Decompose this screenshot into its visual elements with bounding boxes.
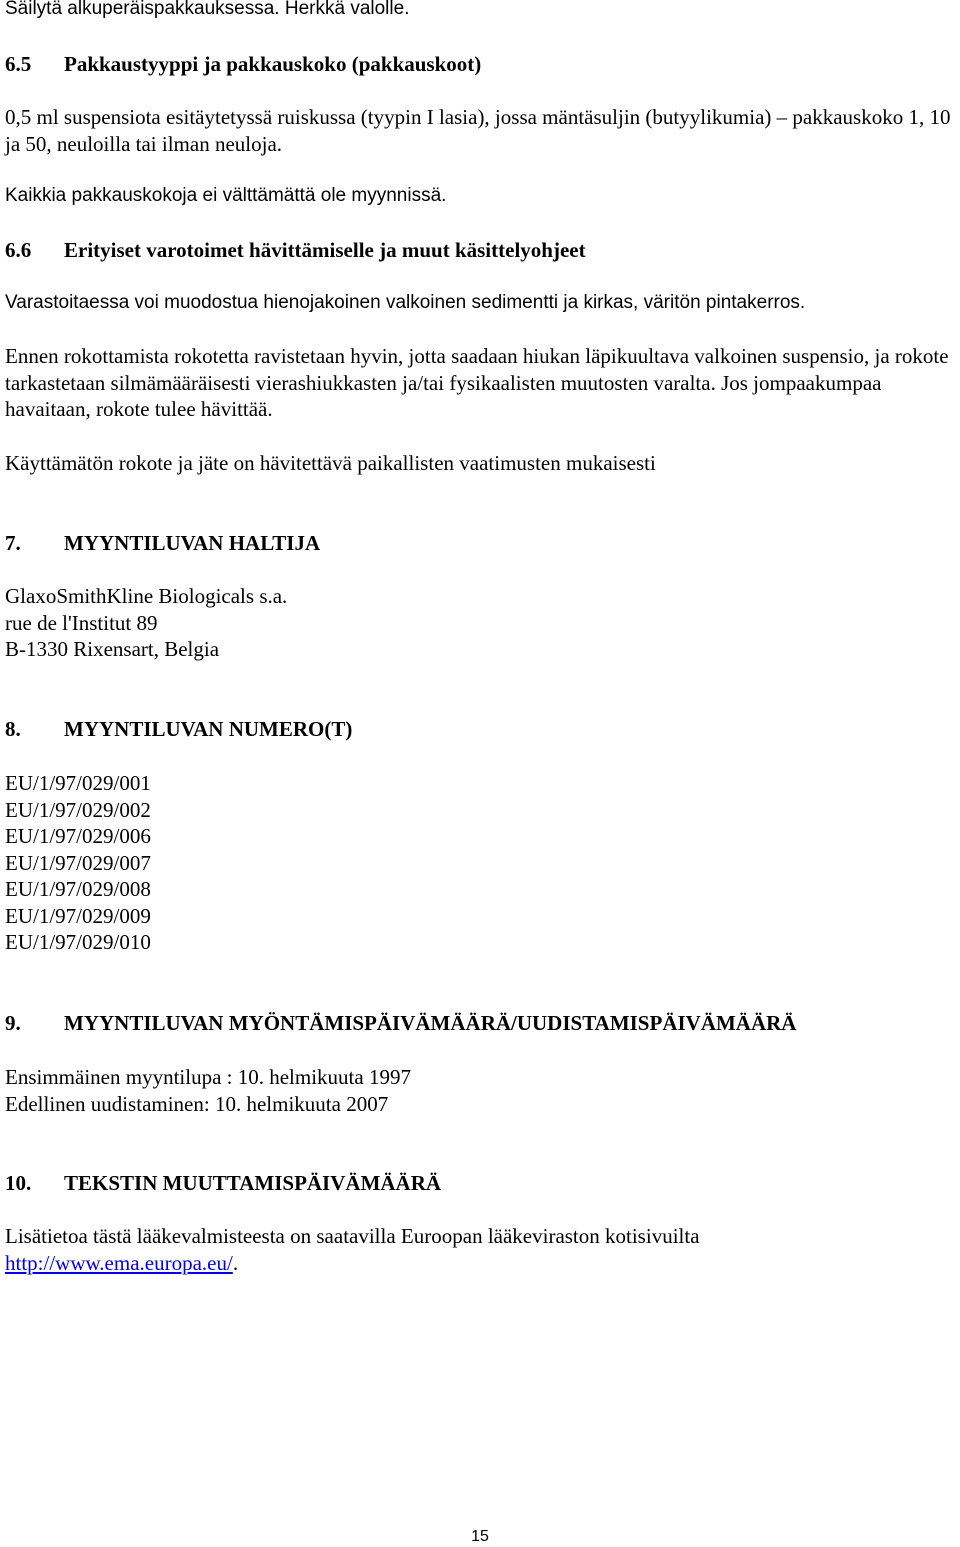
authorisation-number: EU/1/97/029/002 — [5, 797, 151, 822]
authorisation-number: EU/1/97/029/010 — [5, 930, 151, 954]
handling-instructions: Ennen rokottamista rokotetta ravistetaan hyvin, jotta saadaan hiukan läpikuultava valkoinen suspensio, ja rokote tarkastetaan silmämääräisesti vierashiukkasten ja/tai fysikaalisten muutosten varalta. Jos jompaakumpaa havaitaan, rokote tulee hävittää. — [5, 344, 949, 421]
more-information-text: Lisätietoa tästä lääkevalmisteesta on saatavilla Euroopan lääkeviraston kotisivuilta — [5, 1224, 700, 1248]
section-title: MYYNTILUVAN MYÖNTÄMISPÄIVÄMÄÄRÄ/UUDISTAMISPÄIVÄMÄÄRÄ — [64, 1011, 797, 1035]
storage-instruction: Säilytä alkuperäispakkauksessa. Herkkä valolle. — [5, 0, 410, 19]
section-title: Pakkaustyyppi ja pakkauskoko (pakkauskoot) — [64, 52, 482, 76]
first-authorisation-date: Ensimmäinen myyntilupa : 10. helmikuuta 1997 — [5, 1065, 411, 1089]
disposal-note: Käyttämätön rokote ja jäte on hävitettävä paikallisten vaatimusten mukaisesti — [5, 451, 656, 475]
link-suffix: . — [232, 1250, 239, 1275]
section-number: 7. — [5, 531, 21, 555]
latest-renewal-date: Edellinen uudistaminen: 10. helmikuuta 2007 — [5, 1091, 389, 1116]
authorisation-number: EU/1/97/029/006 — [5, 824, 151, 848]
package-description: 0,5 ml suspensiota esitäytetyssä ruiskussa (tyypin I lasia), jossa mäntäsuljin (butyylikumia) – pakkauskoko 1, 10 ja 50, neuloilla tai ilman neuloja. — [5, 105, 951, 156]
address-line: GlaxoSmithKline Biologicals s.a. — [5, 584, 288, 608]
storage-sediment-note: Varastoitaessa voi muodostua hienojakoinen valkoinen sedimentti ja kirkas, väritön pintakerros. — [5, 292, 806, 313]
authorisation-number: EU/1/97/029/009 — [5, 903, 151, 928]
section-number: 9. — [5, 1011, 21, 1035]
authorisation-number: EU/1/97/029/001 — [5, 771, 151, 795]
authorisation-number: EU/1/97/029/008 — [5, 877, 151, 901]
section-6-5-heading — [5, 51, 955, 78]
section-number: 6.6 — [5, 238, 32, 262]
authorisation-dates — [5, 1064, 955, 1117]
section-title: MYYNTILUVAN NUMERO(T) — [64, 717, 353, 741]
section-10-heading — [5, 1170, 955, 1197]
section-number: 10. — [5, 1171, 32, 1195]
pack-size-note: Kaikkia pakkauskokoja ei välttämättä ole myynnissä. — [5, 185, 447, 206]
more-information — [5, 1223, 955, 1276]
page-number: 15 — [471, 1528, 489, 1545]
authorisation-number-list — [5, 770, 955, 956]
section-9-heading — [5, 1010, 955, 1037]
address-line: rue de l'Institut 89 — [5, 610, 158, 635]
section-number: 6.5 — [5, 52, 32, 76]
section-title: TEKSTIN MUUTTAMISPÄIVÄMÄÄRÄ — [64, 1171, 442, 1195]
section-8-heading — [5, 716, 955, 743]
address-line: B-1330 Rixensart, Belgia — [5, 637, 220, 661]
section-title: Erityiset varotoimet hävittämiselle ja muut käsittelyohjeet — [64, 238, 586, 262]
section-title: MYYNTILUVAN HALTIJA — [64, 531, 321, 555]
section-6-6-heading — [5, 237, 955, 264]
ema-website-link[interactable]: http://www.ema.europa.eu/ — [5, 1250, 233, 1275]
holder-address — [5, 583, 955, 663]
website-line — [5, 1250, 955, 1277]
section-number: 8. — [5, 717, 21, 741]
section-7-heading — [5, 530, 955, 557]
authorisation-number: EU/1/97/029/007 — [5, 850, 151, 875]
